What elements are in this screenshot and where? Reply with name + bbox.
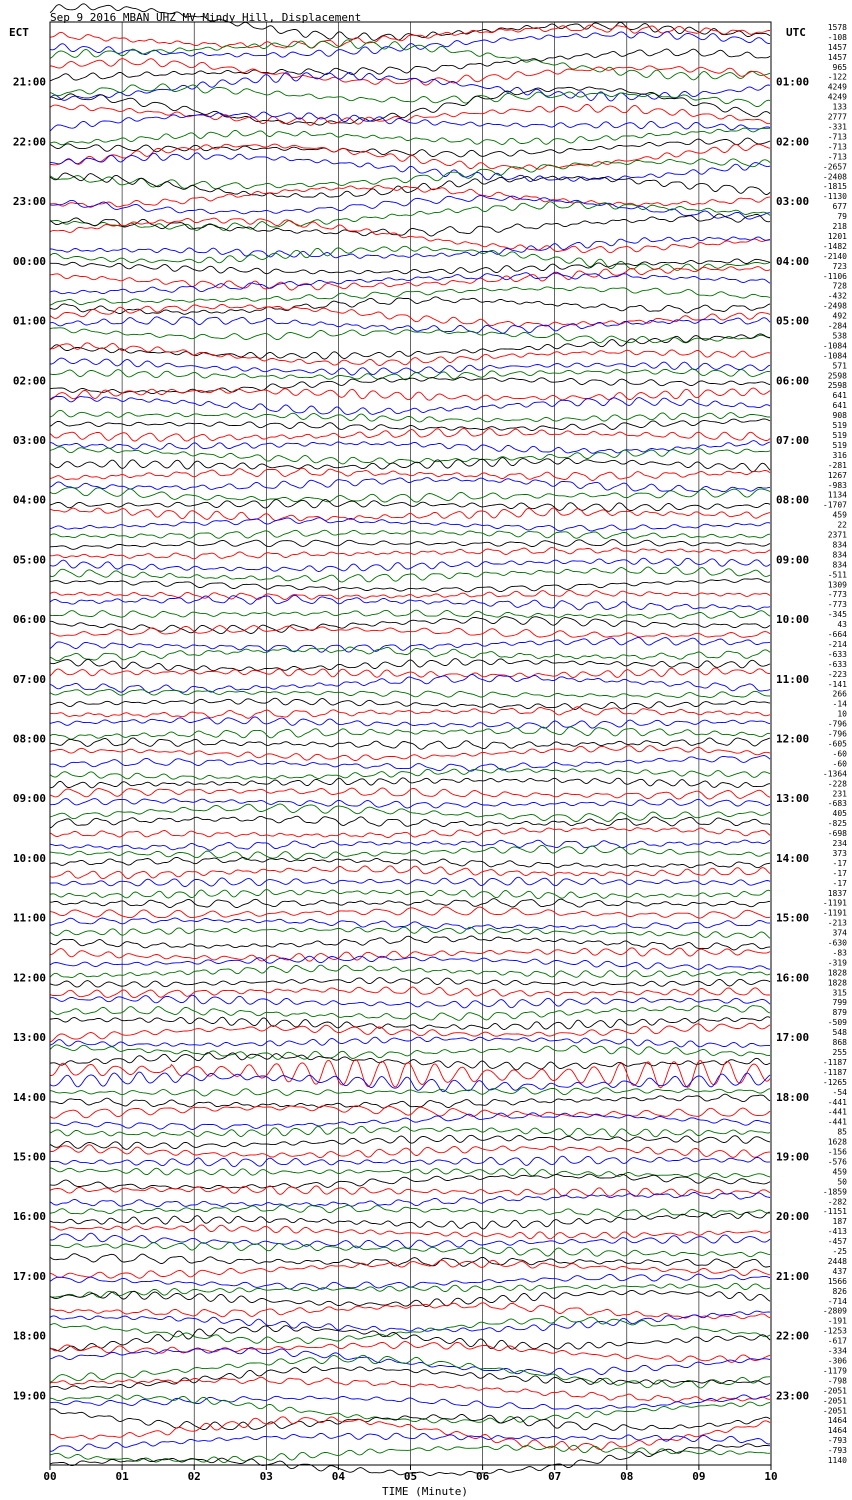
left-hour-label: 06:00 <box>12 613 46 627</box>
trace-offset-label: 826 <box>832 1286 847 1296</box>
trace-offset-label: 1578 <box>827 22 847 32</box>
trace-offset-label: 187 <box>832 1217 847 1227</box>
trace-offset-label: -141 <box>827 679 847 689</box>
left-hour-label: 05:00 <box>12 553 46 567</box>
trace-offset-label: -156 <box>827 1147 847 1157</box>
trace-offset-label: 908 <box>832 411 847 421</box>
trace-offset-label: -605 <box>827 739 847 749</box>
x-tick-label: 03 <box>259 1470 273 1483</box>
trace-offset-label: 868 <box>832 1038 847 1048</box>
x-tick-label: 07 <box>548 1470 562 1483</box>
trace-offset-label: 1309 <box>827 580 847 590</box>
trace-offset-label: -2051 <box>822 1396 847 1406</box>
chart-title: Sep 9 2016 MBAN UHZ MV Mindy Hill, Displacement <box>50 11 362 24</box>
left-hour-label: 11:00 <box>12 911 46 925</box>
trace-offset-label: -2140 <box>822 251 847 261</box>
right-hour-label: 01:00 <box>776 75 810 89</box>
trace-offset-label: 1457 <box>827 42 847 52</box>
trace-offset-label: -319 <box>827 958 847 968</box>
right-hour-label: 18:00 <box>776 1090 810 1104</box>
x-tick-label: 04 <box>331 1470 346 1483</box>
trace-offset-label: -25 <box>832 1247 847 1257</box>
trace-offset-label: -282 <box>827 1197 847 1207</box>
trace-offset-label: -17 <box>832 858 847 868</box>
left-hour-label: 10:00 <box>12 851 46 865</box>
trace-offset-label: -1106 <box>822 271 847 281</box>
trace-offset-label: -54 <box>832 1087 847 1097</box>
right-hour-label: 06:00 <box>776 374 810 388</box>
trace-offset-label: -14 <box>832 699 847 709</box>
trace-offset-label: 519 <box>832 430 847 440</box>
trace-offset-label: 641 <box>832 401 847 411</box>
left-hour-label: 13:00 <box>12 1031 46 1045</box>
trace-offset-label: 677 <box>832 202 847 212</box>
trace-offset-label: 1201 <box>827 231 847 241</box>
trace-offset-label: -60 <box>832 749 847 759</box>
trace-offset-label: 459 <box>832 510 847 520</box>
x-tick-label: 08 <box>620 1470 634 1483</box>
trace-offset-label: -1253 <box>822 1326 847 1336</box>
x-tick-label: 05 <box>403 1470 418 1483</box>
trace-offset-label: -1151 <box>822 1207 847 1217</box>
trace-offset-label: -2809 <box>822 1306 847 1316</box>
right-hour-label: 02:00 <box>776 135 810 149</box>
trace-offset-label: -228 <box>827 779 847 789</box>
trace-offset-label: -223 <box>827 669 847 679</box>
trace-offset-label: 879 <box>832 1008 847 1018</box>
trace-offset-label: -17 <box>832 868 847 878</box>
x-tick-label: 01 <box>115 1470 129 1483</box>
trace-offset-label: 1134 <box>827 490 847 500</box>
trace-offset-label: 85 <box>837 1127 847 1137</box>
trace-offset-label: 2448 <box>827 1256 847 1266</box>
trace-offset-label: -191 <box>827 1316 847 1326</box>
trace-offset-label: 1267 <box>827 470 847 480</box>
trace-offset-label: -1482 <box>822 241 847 251</box>
left-hour-label: 18:00 <box>12 1329 46 1343</box>
trace-offset-label: -793 <box>827 1436 847 1446</box>
trace-offset-label: -306 <box>827 1356 847 1366</box>
trace-offset-label: -1191 <box>822 908 847 918</box>
trace-offset-label: -334 <box>827 1346 847 1356</box>
trace-offset-label: 43 <box>837 620 847 630</box>
trace-offset-label: 834 <box>832 550 847 560</box>
trace-offset-label: -630 <box>827 938 847 948</box>
trace-offset-label: -713 <box>827 152 847 162</box>
trace-offset-label: -457 <box>827 1237 847 1247</box>
trace-offset-label: 2371 <box>827 530 847 540</box>
trace-offset-label: 266 <box>832 689 847 699</box>
trace-offset-label: 316 <box>832 450 847 460</box>
trace-offset-label: -798 <box>827 1376 847 1386</box>
trace-offset-label: -2051 <box>822 1386 847 1396</box>
trace-offset-label: -83 <box>832 948 847 958</box>
trace-offset-label: -1859 <box>822 1187 847 1197</box>
left-hour-label: 22:00 <box>12 135 46 149</box>
left-hour-label: 23:00 <box>12 195 46 209</box>
trace-offset-label: 22 <box>837 520 847 530</box>
trace-offset-label: 834 <box>832 540 847 550</box>
right-hour-label: 21:00 <box>776 1269 810 1283</box>
trace-offset-label: -2051 <box>822 1406 847 1416</box>
trace-offset-label: -1084 <box>822 351 847 361</box>
trace-offset-label: -796 <box>827 719 847 729</box>
trace-offset-label: 799 <box>832 998 847 1008</box>
trace-offset-label: -1815 <box>822 182 847 192</box>
left-hour-label: 03:00 <box>12 433 46 447</box>
left-hour-label: 12:00 <box>12 971 46 985</box>
trace-offset-label: -2657 <box>822 162 847 172</box>
right-hour-label: 08:00 <box>776 493 810 507</box>
trace-offset-label: 538 <box>832 331 847 341</box>
trace-offset-label: -432 <box>827 291 847 301</box>
right-timezone-label: UTC <box>786 26 806 39</box>
trace-offset-label: -1179 <box>822 1366 847 1376</box>
trace-offset-label: 218 <box>832 222 847 232</box>
trace-offset-label: -633 <box>827 649 847 659</box>
left-hour-label: 04:00 <box>12 493 46 507</box>
trace-offset-label: -1130 <box>822 192 847 202</box>
trace-offset-label: 2598 <box>827 371 847 381</box>
left-hour-label: 19:00 <box>12 1389 46 1403</box>
trace-offset-label: 834 <box>832 560 847 570</box>
x-axis-label: TIME (Minute) <box>381 1485 469 1498</box>
trace-offset-label: 1828 <box>827 978 847 988</box>
trace-offset-label: 2777 <box>827 112 847 122</box>
right-hour-label: 19:00 <box>776 1150 810 1164</box>
right-hour-label: 10:00 <box>776 613 810 627</box>
x-tick-label: 00 <box>43 1470 57 1483</box>
trace-offset-label: 1628 <box>827 1137 847 1147</box>
trace-offset-label: -617 <box>827 1336 847 1346</box>
left-hour-label: 08:00 <box>12 732 46 746</box>
left-timezone-label: ECT <box>9 26 29 39</box>
trace-offset-label: 571 <box>832 361 847 371</box>
trace-offset-label: 133 <box>832 102 847 112</box>
x-tick-label: 06 <box>475 1470 490 1483</box>
trace-offset-label: -683 <box>827 799 847 809</box>
trace-offset-label: -2498 <box>822 301 847 311</box>
trace-offset-label: 459 <box>832 1167 847 1177</box>
trace-offset-label: -1265 <box>822 1077 847 1087</box>
trace-offset-label: 1140 <box>827 1456 847 1466</box>
x-tick-label: 10 <box>764 1470 778 1483</box>
trace-offset-label: -1707 <box>822 500 847 510</box>
right-hour-label: 16:00 <box>776 971 810 985</box>
trace-offset-label: 1464 <box>827 1416 847 1426</box>
trace-offset-label: 79 <box>837 212 847 222</box>
trace-offset-label: -441 <box>827 1107 847 1117</box>
trace-offset-label: 1457 <box>827 52 847 62</box>
left-hour-label: 16:00 <box>12 1210 46 1224</box>
trace-offset-label: -213 <box>827 918 847 928</box>
trace-offset-label: 1837 <box>827 888 847 898</box>
left-hour-label: 15:00 <box>12 1150 46 1164</box>
trace-offset-label: 548 <box>832 1028 847 1038</box>
trace-offset-label: -413 <box>827 1227 847 1237</box>
trace-offset-label: 315 <box>832 988 847 998</box>
left-hour-label: 01:00 <box>12 314 46 328</box>
trace-offset-label: -345 <box>827 610 847 620</box>
trace-offset-label: 519 <box>832 440 847 450</box>
trace-offset-label: -284 <box>827 321 847 331</box>
trace-offset-label: 728 <box>832 281 847 291</box>
trace-offset-label: 234 <box>832 839 847 849</box>
left-hour-label: 07:00 <box>12 672 46 686</box>
trace-offset-label: -698 <box>827 829 847 839</box>
trace-offset-label: 641 <box>832 391 847 401</box>
x-tick-label: 09 <box>692 1470 706 1483</box>
right-hour-label: 07:00 <box>776 433 810 447</box>
right-hour-label: 13:00 <box>776 792 810 806</box>
trace-offset-label: 4249 <box>827 82 847 92</box>
trace-offset-label: -713 <box>827 142 847 152</box>
trace-offset-label: 373 <box>832 848 847 858</box>
left-hour-label: 09:00 <box>12 792 46 806</box>
trace-offset-label: -773 <box>827 590 847 600</box>
trace-offset-label: -664 <box>827 630 847 640</box>
trace-offset-label: -1187 <box>822 1067 847 1077</box>
trace-offset-label: 10 <box>837 709 847 719</box>
trace-offset-label: -773 <box>827 600 847 610</box>
right-hour-label: 12:00 <box>776 732 810 746</box>
trace-offset-label: 1464 <box>827 1426 847 1436</box>
trace-offset-label: -633 <box>827 659 847 669</box>
trace-offset-label: 492 <box>832 311 847 321</box>
trace-offset-label: 374 <box>832 928 847 938</box>
left-hour-label: 02:00 <box>12 374 46 388</box>
trace-offset-label: -122 <box>827 72 847 82</box>
right-hour-label: 11:00 <box>776 672 810 686</box>
trace-offset-label: -825 <box>827 819 847 829</box>
trace-offset-label: -793 <box>827 1446 847 1456</box>
trace-offset-label: 723 <box>832 261 847 271</box>
trace-offset-label: 519 <box>832 421 847 431</box>
trace-offset-label: 255 <box>832 1048 847 1058</box>
trace-offset-label: 4249 <box>827 92 847 102</box>
right-hour-label: 23:00 <box>776 1389 810 1403</box>
right-hour-label: 17:00 <box>776 1031 810 1045</box>
left-hour-label: 00:00 <box>12 254 46 268</box>
right-hour-label: 20:00 <box>776 1210 810 1224</box>
trace-offset-label: -60 <box>832 759 847 769</box>
trace-offset-label: -511 <box>827 570 847 580</box>
trace-offset-label: 50 <box>837 1177 847 1187</box>
trace-offset-label: 437 <box>832 1266 847 1276</box>
trace-offset-label: -331 <box>827 122 847 132</box>
trace-offset-label: -108 <box>827 32 847 42</box>
trace-offset-label: -1187 <box>822 1057 847 1067</box>
trace-offset-label: -1191 <box>822 898 847 908</box>
trace-offset-label: 231 <box>832 789 847 799</box>
trace-offset-label: 1566 <box>827 1276 847 1286</box>
right-hour-label: 09:00 <box>776 553 810 567</box>
trace-offset-label: -17 <box>832 878 847 888</box>
trace-offset-label: 405 <box>832 809 847 819</box>
right-hour-label: 15:00 <box>776 911 810 925</box>
trace-offset-label: -713 <box>827 132 847 142</box>
trace-offset-label: -509 <box>827 1018 847 1028</box>
left-hour-label: 17:00 <box>12 1269 46 1283</box>
trace-offset-label: -796 <box>827 729 847 739</box>
right-hour-label: 05:00 <box>776 314 810 328</box>
right-hour-label: 22:00 <box>776 1329 810 1343</box>
trace-offset-label: 1828 <box>827 968 847 978</box>
trace-offset-label: -1084 <box>822 341 847 351</box>
right-hour-label: 04:00 <box>776 254 810 268</box>
trace-offset-label: -714 <box>827 1296 847 1306</box>
trace-offset-label: -441 <box>827 1117 847 1127</box>
left-hour-label: 14:00 <box>12 1090 46 1104</box>
trace-offset-label: -576 <box>827 1157 847 1167</box>
right-hour-label: 14:00 <box>776 851 810 865</box>
trace-offset-label: 2598 <box>827 381 847 391</box>
trace-offset-label: -1364 <box>822 769 847 779</box>
x-tick-label: 02 <box>187 1470 201 1483</box>
trace-offset-label: -214 <box>827 639 847 649</box>
trace-offset-label: -2408 <box>822 172 847 182</box>
trace-offset-label: -281 <box>827 460 847 470</box>
left-hour-label: 21:00 <box>12 75 46 89</box>
right-hour-label: 03:00 <box>776 195 810 209</box>
trace-offset-label: -441 <box>827 1097 847 1107</box>
trace-offset-label: 965 <box>832 62 847 72</box>
trace-offset-label: -983 <box>827 480 847 490</box>
